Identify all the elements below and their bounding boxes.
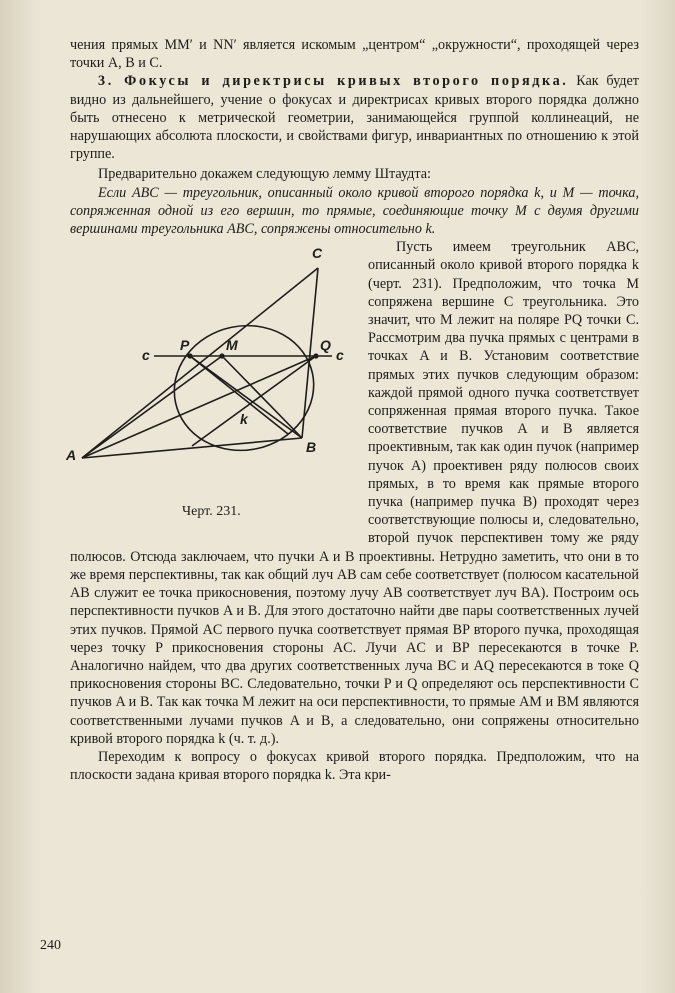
label-p: P xyxy=(180,337,190,354)
final-paragraph: Переходим к вопросу о фокусах кривой второго порядка. Предположим, что на плоскости задана кривая второго порядка k. Эта кри- xyxy=(70,748,639,784)
label-b: B xyxy=(306,439,317,456)
lemma-statement: Если ABC — треугольник, описанный около кривой второго порядка k, и M — точка, сопряженная одной из его вершин, то прямые, соединяющие точку M с двумя другими вершинами треугольника ABC, сопряжены относительно k. xyxy=(70,184,639,238)
label-q: Q xyxy=(320,337,331,354)
page-number: 240 xyxy=(40,938,61,953)
label-c-left: c xyxy=(142,347,150,364)
line-bm xyxy=(222,356,302,438)
line-aq xyxy=(82,356,316,458)
paragraph-intro: чения прямых MM′ и NN′ является искомым „центром“ „окружности“, проходящей через точки A, B и C. xyxy=(70,37,639,72)
figure-caption: Черт. 231. xyxy=(182,504,241,520)
section-text: Как будет видно из дальнейшего, учение о фокусах и директрисах кривых второго порядка должно быть отнесено к метрической геометрии, занимающейся группой коллинеаций, не нарушающих абсолюта плоскости, и свойствами фигур, инвариантных по отношению к этой группе. xyxy=(70,73,640,163)
label-m: M xyxy=(226,337,238,354)
line-pk xyxy=(190,356,288,434)
proof-paragraph: Пусть имеем треугольник ABC, описанный около кривой второго порядка k (черт. 231). Предположим, что точка M сопряжена вершине C треугольника. Это значит, что M лежит на поляре PQ точки C. Рассмотрим два пучка прямых с центрами в точках A и B. Установим соответствие прямых этих пучков следующим образом: каждой прямой одного пучка соответствует сопряженная прямая второго пучка. Такое соответствие пучков A и B является проективным, так как один пучок (например пучок A) проективен ряду полюсов своих прямых, в то время как прямые второго пучка (например пучка B) проходят через соответствующие полюсы и, следовательно, второй пучок перспективен тому же ряду полюсов. Отсюда заключаем, что пучки A и B проективны. Нетрудно заметить, что они в то же время перспективны, так как общий луч AB сам себе соответствует (полюсом касательной AB служит ее точка прикосновения, поэтому лучу AB соответствует луч BA). Построим ось перспективности пучков A и B. Для этого достаточно найти две пары соответственных лучей этих пучков. Прямой AC первого пучка соответствует прямая BP второго пучка, проходящая через точку P прикосновения стороны AC. Лучи AC и BP пересекаются в точке P. Аналогично найдем, что два других соответственных луча BC и AQ пересекаются в токе Q прикосновения стороны BC. Следовательно, точки P и Q определяют ось перспективности C пучков A и B. Так как точка M лежит на оси перспективности, то прямые AM и BM являются соответственными лучами пучков A и B, а следовательно, они сопряжены относительно кривой второго порядка k (ч. т. д.). xyxy=(70,239,639,747)
side-ab xyxy=(82,438,302,458)
section-heading: 3. Фокусы и директрисы кривых второго порядка. xyxy=(98,73,569,90)
figure-231 xyxy=(62,238,360,538)
label-k: k xyxy=(240,411,248,428)
figure-drawing xyxy=(62,238,360,508)
label-c: C xyxy=(312,245,323,262)
label-c-right: c xyxy=(336,347,344,364)
label-a: A xyxy=(66,447,77,464)
paragraph-section xyxy=(70,72,639,163)
lemma-intro: Предварительно докажем следующую лемму Штаудта: xyxy=(98,166,431,183)
